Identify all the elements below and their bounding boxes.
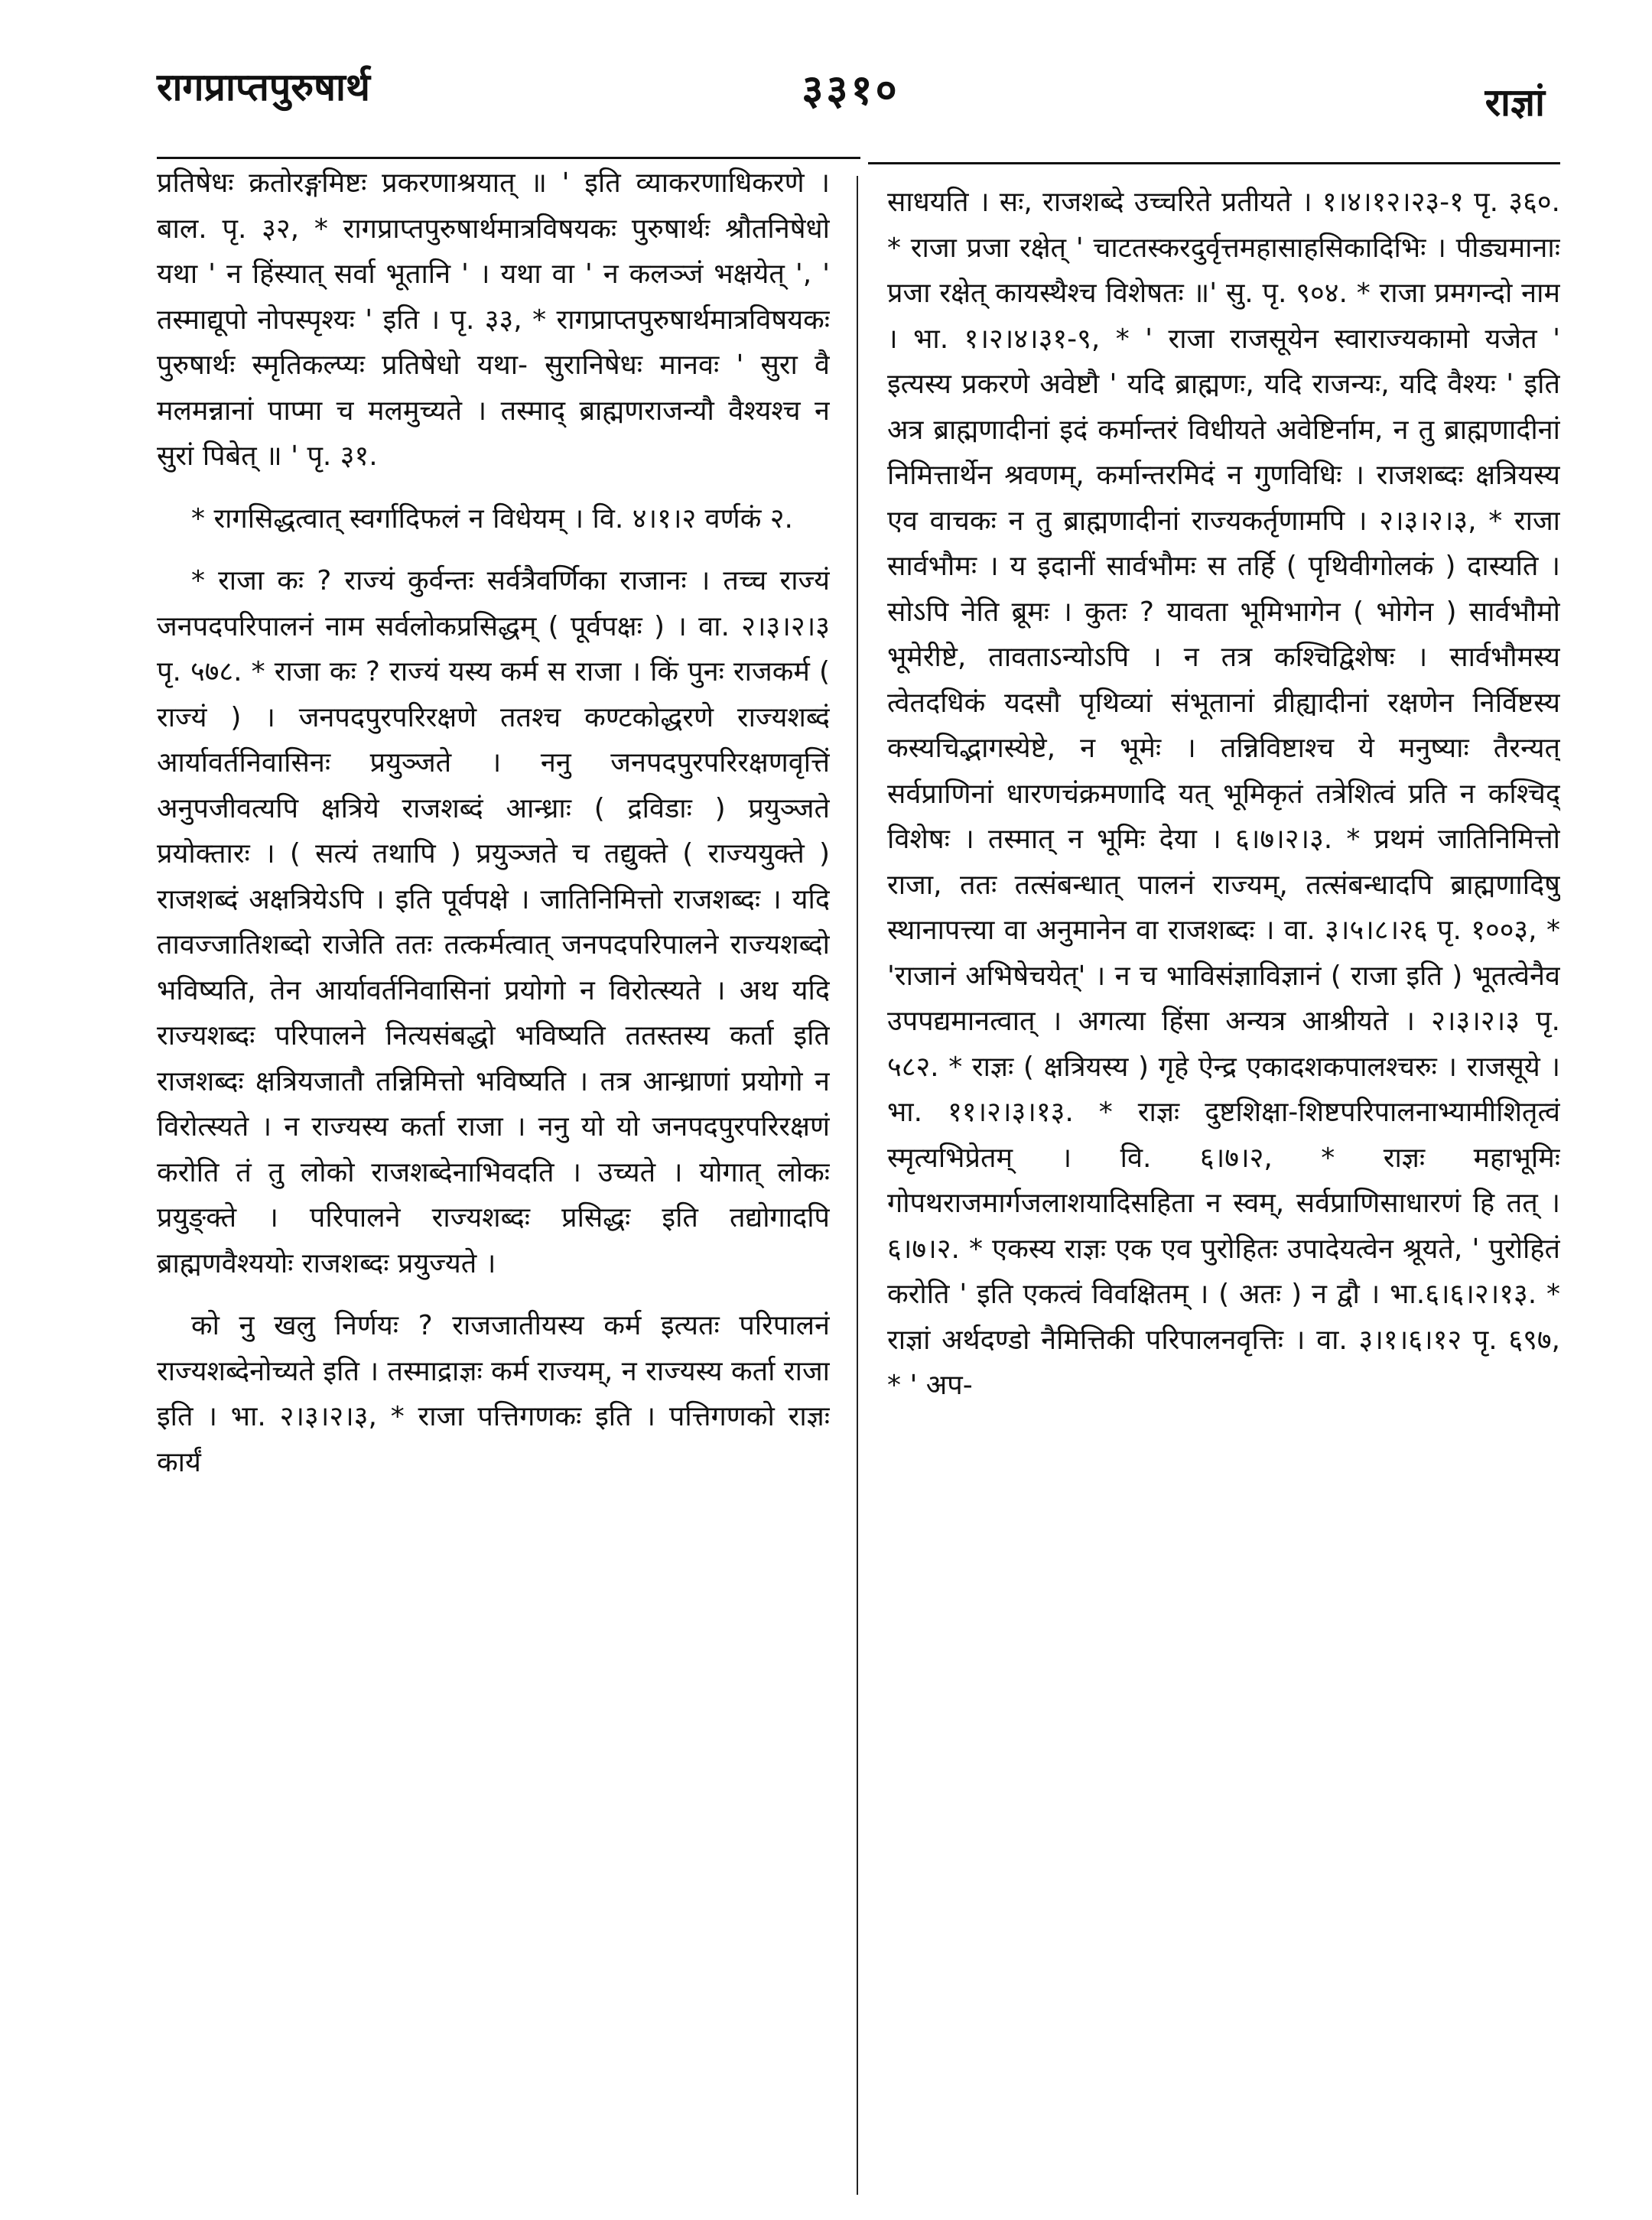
paragraph: * रागसिद्धत्वात् स्वर्गादिफलं न विधेयम् । वि. ४।१।२ वर्णकं २. [191,502,793,535]
paragraph: प्रतिषेधः क्रतोरङ्गमिष्टः प्रकरणाश्रयात् ॥ ' इति व्याकरणाधिकरणे । बाल. पृ. ३२, * रागप्राप्तपुरुषार्थमात्रविषयकः पुरुषार्थः श्रौतनिषेधो यथा ' न हिंस्यात् सर्वा भूतानि ' । यथा वा ' न कलञ्जं भक्षयेत् ', ' तस्माद्यूपो नोपस्पृश्यः ' इति । पृ. ३३, * रागप्राप्तपुरुषार्थमात्रविषयकः पुरुषार्थः स्मृतिकल्प्यः प्रतिषेधो यथा- सुरानिषेधः मानवः ' सुरा वै मलमन्नानां पाप्मा च मलमुच्यते । तस्माद् ब्राह्मणराजन्यौ वैश्यश्च न सुरां पिबेत् ॥ ' पृ. ३१. [157,167,830,472]
left-column [157,161,830,2195]
header-left-keyword: रागप्राप्तपुरुषार्थ [157,65,370,109]
paragraph: * राजा कः ? राज्यं कुर्वन्तः सर्वत्रैवर्णिका राजानः । तच्च राज्यं जनपदपरिपालनं नाम सर्वलोकप्रसिद्धम् ( पूर्वपक्षः ) । वा. २।३।२।३ पृ. ५७८. * राजा कः ? राज्यं यस्य कर्म स राजा । किं पुनः राजकर्म ( राज्यं ) । जनपदपुरपरिरक्षणे ततश्च कण्टकोद्धरणे राज्यशब्दं आर्यावर्तनिवासिनः प्रयुञ्जते । ननु जनपदपुरपरिरक्षणवृत्तिं अनुपजीवत्यपि क्षत्रिये राजशब्दं आन्ध्राः ( द्रविडाः ) प्रयुञ्जते प्रयोक्तारः । ( सत्यं तथापि ) प्रयुञ्जते च तद्युक्ते ( राज्ययुक्ते ) राजशब्दं अक्षत्रियेऽपि । इति पूर्वपक्षे । जातिनिमित्तो राजशब्दः । यदि तावज्जातिशब्दो राजेति ततः तत्कर्मत्वात् जनपदपरिपालने राज्यशब्दो भविष्यति, तेन आर्यावर्तनिवासिनां प्रयोगो न विरोत्स्यते । अथ यदि राज्यशब्दः परिपालने नित्यसंबद्धो भविष्यति ततस्तस्य कर्ता इति राजशब्दः क्षत्रियजातौ तन्निमित्तो भविष्यति । तत्र आन्ध्राणां प्रयोगो न विरोत्स्यते । न राज्यस्य कर्ता राजा । ननु यो यो जनपदपुरपरिरक्षणं करोति तं तु लोको राजशब्देनाभिवदति । उच्यते । योगात् लोकः प्रयुङ्क्ते । परिपालने राज्यशब्दः प्रसिद्धः इति तद्योगादपि ब्राह्मणवैश्ययोः राजशब्दः प्रयुज्यते । [157,565,830,1279]
header-right-keyword: राज्ञां [1485,80,1545,125]
page-number: ३३१० [802,66,900,114]
right-column [887,180,1560,2199]
paragraph: को नु खलु निर्णयः ? राजजातीयस्य कर्म इत्यतः परिपालनं राज्यशब्देनोच्यते इति । तस्माद्राज्ञः कर्म राज्यम्, न राज्यस्य कर्ता राजा इति । भा. २।३।२।३, * राजा पत्तिगणकः इति । पत्तिगणको राज्ञः कार्यं [157,1310,830,1478]
header-rule-right [868,162,1560,164]
column-divider [857,176,858,2195]
page-header [157,60,1545,128]
paragraph: साधयति । सः, राजशब्दे उच्चरिते प्रतीयते । १।४।१२।२३-१ पृ. ३६०. * राजा प्रजा रक्षेत् ' चाटतस्करदुर्वृत्तमहासाहसिकादिभिः । पीड्यमानाः प्रजा रक्षेत् कायस्थैश्च विशेषतः ॥' सु. पृ. ९०४. * राजा प्रमगन्दो नाम । भा. १।२।४।३१-९, * ' राजा राजसूयेन स्वाराज्यकामो यजेत ' इत्यस्य प्रकरणे अवेष्टौ ' यदि ब्राह्मणः, यदि राजन्यः, यदि वैश्यः ' इति अत्र ब्राह्मणादीनां इदं कर्मान्तरं विधीयते अवेष्टिर्नाम, न तु ब्राह्मणादीनां निमित्तार्थेन श्रवणम्, कर्मान्तरमिदं न गुणविधिः । राजशब्दः क्षत्रियस्य एव वाचकः न तु ब्राह्मणादीनां राज्यकर्तृणामपि । २।३।२।३, * राजा सार्वभौमः । य इदानीं सार्वभौमः स तर्हि ( पृथिवीगोलकं ) दास्यति । सोऽपि नेति ब्रूमः । कुतः ? यावता भूमिभागेन ( भोगेन ) सार्वभौमो भूमेरीष्टे, तावताऽन्योऽपि । न तत्र कश्चिद्विशेषः । सार्वभौमस्य त्वेतदधिकं यदसौ पृथिव्यां संभूतानां व्रीह्यादीनां रक्षणेन निर्विष्टस्य कस्यचिद्भागस्येष्टे, न भूमेः । तन्निविष्टाश्च ये मनुष्याः तैरन्यत् सर्वप्राणिनां धारणचंक्रमणादि यत् भूमिकृतं तत्रेशित्वं प्रति न कश्चिद् विशेषः । तस्मात् न भूमिः देया । ६।७।२।३. * प्रथमं जातिनिमित्तो राजा, ततः तत्संबन्धात् पालनं राज्यम्, तत्संबन्धादपि ब्राह्मणादिषु स्थानापत्त्या वा अनुमानेन वा राजशब्दः । वा. ३।५।८।२६ पृ. १००३, * 'राजानं अभिषेचयेत्' । न च भाविसंज्ञाविज्ञानं ( राजा इति ) भूतत्वेनैव उपपद्यमानत्वात् । अगत्या हिंसा अन्यत्र आश्रीयते । २।३।२।३ पृ. ५८२. * राज्ञः ( क्षत्रियस्य ) गृहे ऐन्द्र एकादशकपालश्चरुः । राजसूये । भा. ११।२।३।१३. * राज्ञः दुष्टशिक्षा-शिष्टपरिपालनाभ्यामीशितृत्वं स्मृत्यभिप्रेतम् । वि. ६।७।२, * राज्ञः महाभूमिः गोपथराजमार्गजलाशयादिसहिता न स्वम्, सर्वप्राणिसाधारणं हि तत् । ६।७।२. * एकस्य राज्ञः एक एव पुरोहितः उपादेयत्वेन श्रूयते, ' पुरोहितं करोति ' इति एकत्वं विवक्षितम् । ( अतः ) न द्वौ । भा.६।६।२।१३. * राज्ञां अर्थदण्डो नैमित्तिकी परिपालनवृत्तिः । वा. ३।१।६।१२ पृ. ६९७, * ' अप- [887,187,1560,1401]
header-rule-left [157,157,860,159]
